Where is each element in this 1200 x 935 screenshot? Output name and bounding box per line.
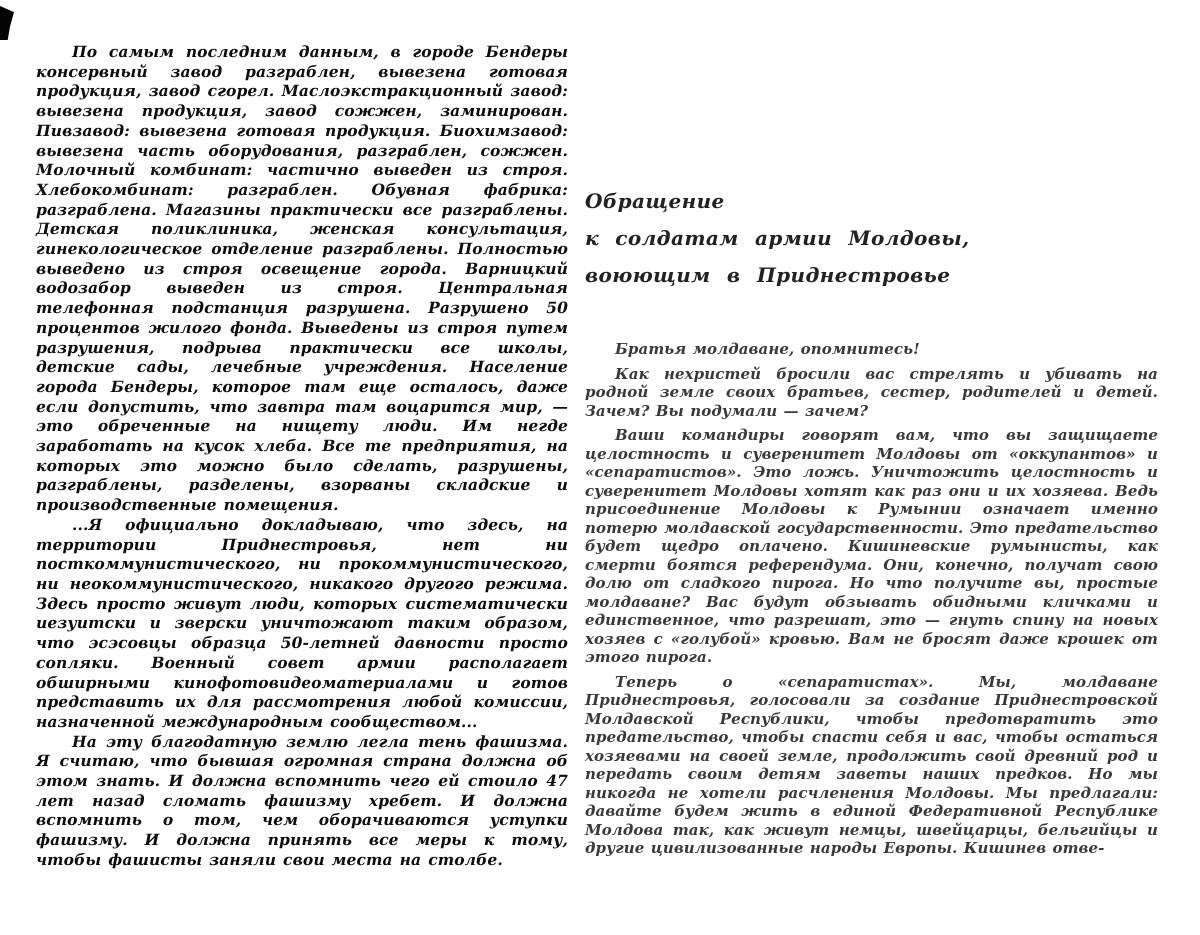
left-page-paragraph-2: ...Я официально докладываю, что здесь, на территории Приднестровья, нет ни посткоммунистического, ни прокоммунистического, ни неокоммунистического, никакого другого режима. Здесь просто живут люди, которых систематически иезуитски и зверски уничтожают таким образом, что эсэсовцы образца 50-летней давности просто сопляки. Военный совет армии располагает обширными кинофотовидеоматериалами и готов представить их для рассмотрения любой комиссии, назначенной международным сообществом...: [36, 514, 568, 731]
chapter-title: [585, 183, 1158, 294]
left-page: [36, 42, 568, 870]
chapter-title-line-2: к солдатам армии Молдовы,: [585, 226, 970, 250]
left-page-paragraph-1: По самым последним данным, в городе Бендеры консервный завод разграблен, вывезена готовая продукция, завод сгорел. Маслоэкстракционный завод: вывезена продукция, завод сожжен, заминирован. Пивзавод: вывезена готовая продукция. Биохимзавод: вывезена часть оборудования, разграблен, сожжен. Молочный комбинат: частично выведен из строя. Хлебокомбинат: разграблен. Обувная фабрика: разграблена. Магазины практически все разграблены. Детская поликлиника, женская консультация, гинекологическое отделение разграблены. Полностью выведено из строя освещение города. Варницкий водозабор выведен из строя. Центральная телефонная подстанция разрушена. Разрушено 50 процентов жилого фонда. Выведены из строя путем разрушения, подрыва практически все школы, детские сады, лечебные учреждения. Население города Бендеры, которое там еще осталось, даже если допустить, что завтра там воцарится мир, — это обреченные на нищету люди. Им негде заработать на кусок хлеба. Все те предприятия, на которых это можно было сделать, разрушены, разграблены, разделены, взорваны складские и производственные помещения.: [36, 42, 568, 515]
right-page-body: [585, 340, 1158, 858]
chapter-title-line-1: Обращение: [585, 189, 725, 213]
chapter-title-line-3: воюющим в Приднестровье: [585, 263, 951, 287]
left-page-paragraph-3: На эту благодатную землю легла тень фашизма. Я считаю, что бывшая огромная страна должна об этом знать. И должна вспомнить чего ей стоило 47 лет назад сломать фашизму хребет. И должна вспомнить о том, чем оборачиваются уступки фашизму. И должна принять все меры к тому, чтобы фашисты заняли свои места на столбе.: [36, 731, 568, 869]
right-page-paragraph-2: Как нехристей бросили вас стрелять и убивать на родной земле своих братьев, сестер, родителей и детей. Зачем? Вы подумали — зачем?: [585, 364, 1158, 420]
right-page-paragraph-3: Ваши командиры говорят вам, что вы защищаете целостность и суверенитет Молдовы от «оккупантов» и «сепаратистов». Это ложь. Уничтожить целостность и суверенитет Молдовы хотят как раз они и их хозяева. Ведь присоединение Молдовы к Румынии означает именно потерю молдавской государственности. Это предательство будет щедро оплачено. Кишиневские румынисты, как смерти боятся референдума. Они, конечно, получат свою долю от сладкого пирога. Но что получите вы, простые молдаване? Вас будут обзывать обидными кличками и единственное, что разрешат, это — гнуть спину на новых хозяев с «голубой» кровью. Вам не бросят даже крошек от этого пирога.: [585, 426, 1158, 666]
scan-artifact-blob: [0, 6, 14, 40]
right-page: [585, 183, 1158, 858]
right-page-paragraph-4: Теперь о «сепаратистах». Мы, молдаване Приднестровья, голосовали за создание Приднестровской Молдавской Республики, чтобы предотвратить это предательство, чтобы спасти себя и вас, чтобы остаться хозяевами на своей земле, продолжить свой древний род и передать своим детям заветы наших предков. Но мы никогда не хотели расчленения Молдовы. Мы предлагали: давайте будем жить в единой Федеративной Республике Молдова так, как живут немцы, швейцарцы, бельгийцы и другие цивилизованные народы Европы. Кишинев отве-: [585, 672, 1158, 857]
right-page-paragraph-1: Братья молдаване, опомнитесь!: [615, 340, 920, 358]
